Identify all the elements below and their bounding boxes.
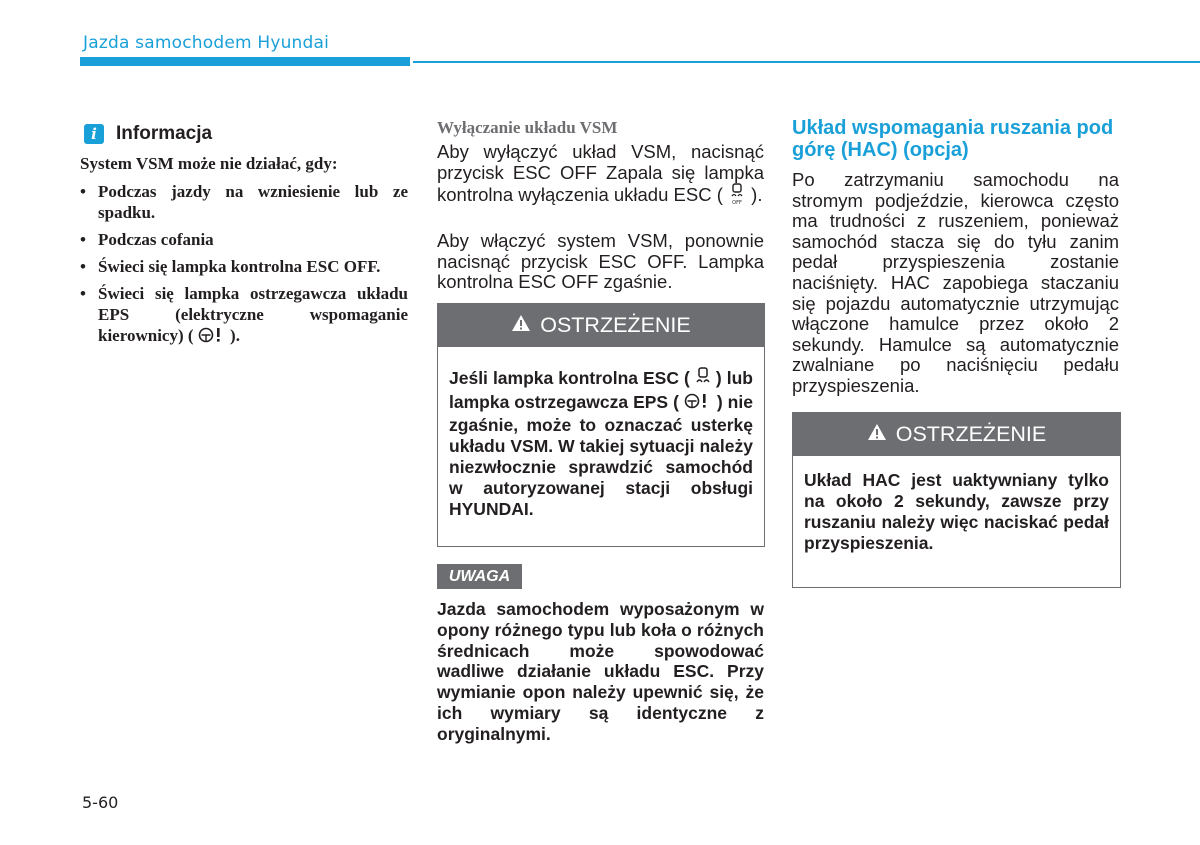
warning-triangle-icon	[867, 422, 887, 447]
note-text: Jazda samochodem wyposażonym w opony różnego typu lub koła o różnych średnicach może spowodować wadliwe działanie układu ESC. Przy wymianie opon należy upewnić się, że ich wymiary są identyczne z oryginalnymi.	[437, 599, 764, 744]
paragraph-text: Aby wyłączyć układ VSM, nacisnąć przycisk ESC OFF Zapala się lampka kontrolna wyłączenia układu ESC (	[437, 141, 764, 206]
warning-text-part: Jeśli lampka kontrolna ESC (	[449, 368, 690, 389]
warning-triangle-icon	[511, 313, 531, 338]
info-lead: System VSM może nie działać, gdy:	[80, 154, 338, 173]
paragraph-text-end: ).	[751, 184, 763, 206]
info-bullet-list	[80, 181, 408, 355]
header-accent-bar	[80, 57, 410, 66]
info-title: Informacja	[116, 123, 213, 144]
info-heading	[84, 123, 212, 145]
warning-header	[438, 304, 764, 347]
info-icon: i	[84, 124, 104, 144]
section-title: Układ wspomagania ruszania pod górę (HAC) (opcja)	[792, 117, 1114, 161]
warning-text	[438, 347, 764, 520]
header-rule	[413, 61, 1200, 63]
list-item: • Podczas cofania	[80, 229, 408, 250]
warning-text-part: ) nie zgaśnie, może to oznaczać usterkę układu VSM. W takiej sytuacji należy niezwłocznie sprawdzić samochód w autoryzowanej stacji obsługi HYUNDAI.	[449, 392, 753, 519]
hac-paragraph: Po zatrzymaniu samochodu na stromym podjeździe, kierowca często ma trudności z ruszeniem, ponieważ samochód stacza się do tyłu zanim pedał przyspieszenia zostanie naciśnięty. HAC zapobiega staczaniu się pojazdu automatycznie utrzymując włączone hamulce przez około 2 sekundy. Hamulce są automatycznie zwalniane po naciśnięciu pedału przyspieszenia.	[792, 169, 1119, 396]
vsm-paragraph-1	[437, 142, 764, 210]
esc-off-icon	[728, 183, 746, 210]
esc-icon	[695, 367, 711, 392]
svg-text:OFF: OFF	[732, 200, 742, 206]
bullet-text-end: ).	[230, 326, 240, 345]
warning-box	[792, 412, 1121, 588]
page-number: 5-60	[82, 793, 119, 812]
warning-label: OSTRZEŻENIE	[895, 422, 1047, 446]
list-item: • Świeci się lampka kontrolna ESC OFF.	[80, 256, 408, 277]
warning-text-part: ) lub lampka ostrzegawcza EPS (	[449, 368, 753, 413]
eps-warning-icon	[684, 392, 712, 415]
warning-header	[793, 413, 1120, 456]
note-label: UWAGA	[437, 564, 522, 589]
warning-label: OSTRZEŻENIE	[540, 313, 691, 337]
section-subheading: Wyłączanie układu VSM	[437, 118, 618, 137]
warning-text: Układ HAC jest uaktywniany tylko na około 2 sekundy, zawsze przy ruszaniu należy więc naciskać pedał przyspieszenia.	[804, 470, 1109, 553]
eps-warning-icon	[198, 326, 226, 349]
running-header: Jazda samochodem Hyundai	[83, 33, 330, 53]
list-item: • Podczas jazdy na wzniesienie lub ze spadku.	[80, 181, 408, 223]
warning-box	[437, 303, 765, 547]
list-item	[80, 283, 408, 349]
vsm-paragraph-2: Aby włączyć system VSM, ponownie nacisnąć przycisk ESC OFF. Lampka kontrolna ESC OFF zgaśnie.	[437, 230, 764, 293]
bullet-text: Świeci się lampka ostrzegawcza układu EPS (elektryczne wspomaganie kierownicy) (	[98, 284, 408, 345]
